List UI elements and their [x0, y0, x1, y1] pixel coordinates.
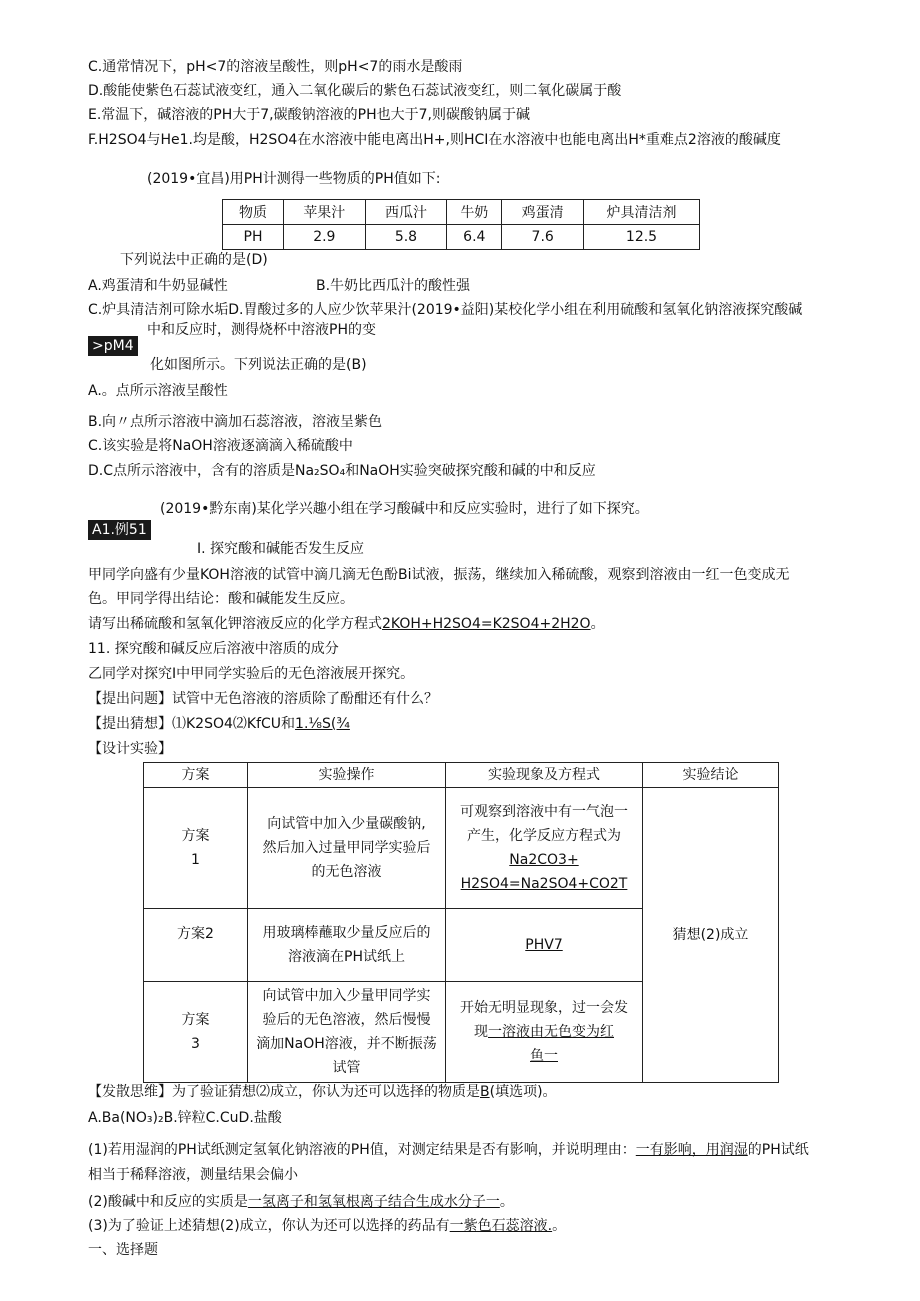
ph-table-value: 6.4	[447, 225, 502, 250]
q1-line-2: 相当于稀释溶液，测量结果会偏小	[88, 1167, 298, 1183]
yichang-option-b: B.牛奶比西瓜汁的酸性强	[316, 278, 471, 294]
ph-table-value: 5.8	[365, 225, 447, 250]
conclusion-cell: 猜想(2)成立	[643, 788, 779, 1083]
part2-title: 11. 探究酸和碱反应后溶液中溶质的成分	[88, 641, 339, 657]
ph-table-item: 鸡蛋清	[502, 200, 584, 225]
operation-line: 向试管中加入少量碳酸钠,	[267, 816, 426, 832]
yiyang-option-d: D.C点所示溶液中，含有的溶质是Na₂SO₄和NaOH实验突破探究酸和碱的中和反应	[88, 463, 596, 479]
diverge-line	[88, 1082, 557, 1102]
plan-number: 1	[191, 852, 200, 868]
part1-text-1: 甲同学向盛有少量KOH溶液的试管中滴几滴无色酚Bi试液，振荡，继续加入稀硫酸，观察到溶液由一红一色变成无	[88, 567, 790, 583]
ph-table-value: 2.9	[284, 225, 366, 250]
operation-line: 向试管中加入少量甲同学实	[262, 988, 431, 1004]
ph-table-item: 西瓜汁	[365, 200, 447, 225]
section-heading: 一、选择题	[88, 1242, 158, 1258]
phenomenon-line: 开始无明显现象，过一会发	[460, 1000, 628, 1016]
pm4-badge: >pM4	[88, 336, 138, 356]
q2-answer: 一氢离子和氢氧根离子结合生成水分子一	[247, 1194, 500, 1210]
operation-cell	[248, 909, 446, 982]
header-phenomenon: 实验现象及方程式	[446, 763, 643, 788]
plan-label: 方案	[181, 828, 210, 844]
phenomenon-cell	[446, 982, 643, 1083]
plan-number: 3	[191, 1036, 200, 1052]
plan-label: 方案	[181, 1012, 210, 1028]
phenomenon-answer: 鱼一	[530, 1048, 558, 1064]
q1-tail: 的PH试纸	[747, 1142, 809, 1158]
guess-answer: 1.⅛S(¾	[295, 716, 350, 732]
operation-cell	[248, 788, 446, 909]
q1-line	[88, 1140, 809, 1160]
equation-line	[88, 614, 605, 634]
option-e: E.常温下，碱溶液的PH大于7,碳酸钠溶液的PH也大于7,则碳酸钠属于碱	[88, 107, 530, 123]
diverge-prefix: 【发散思维】为了验证猜想⑵成立，你认为还可以选择的物质是	[88, 1084, 480, 1100]
option-c: C.通常情况下，pH<7的溶液呈酸性，则pH<7的雨水是酸雨	[88, 59, 463, 75]
equation-answer: 2KOH+H2SO4=K2SO4+2H2O	[382, 616, 591, 632]
yiyang-cont-2: 化如图所示。下列说法正确的是(B)	[150, 357, 367, 373]
phenomenon-line	[446, 1020, 642, 1044]
operation-cell	[248, 982, 446, 1083]
phenomenon-line: 可观察到溶液中有一气泡一	[460, 804, 628, 820]
phenomenon-prefix: 现	[474, 1024, 488, 1040]
plan-cell	[144, 909, 248, 982]
plan-cell	[144, 982, 248, 1083]
operation-line: 溶液滴在PH试纸上	[288, 949, 405, 965]
q3-line	[88, 1216, 566, 1236]
q1-answer: 一有影响，用润湿	[635, 1142, 748, 1158]
q2-line	[88, 1192, 514, 1212]
experiment-table	[143, 762, 779, 1083]
option-d: D.酸能使紫色石蕊试液变红，通入二氧化碳后的紫色石蕊试液变红，则二氧化碳属于酸	[88, 83, 622, 99]
phenomenon-answer: H2SO4=Na2SO4+CO2T	[460, 876, 628, 892]
guess-prefix: 【提出猜想】⑴K2SO4⑵KfCU和	[88, 716, 296, 732]
equation-suffix: 。	[590, 616, 605, 632]
q1-prefix: (1)若用湿润的PH试纸测定氢氧化钠溶液的PH值，对测定结果是否有影响，并说明理由	[88, 1142, 622, 1158]
phenomenon-answer: PHV7	[525, 937, 563, 953]
ph-table	[222, 199, 700, 250]
example-badge: A1.例51	[88, 520, 151, 540]
ph-table-value: 7.6	[502, 225, 584, 250]
ask-question: 【提出问题】试管中无色溶液的溶质除了酚酣还有什么？	[88, 691, 438, 707]
ph-table-item: 牛奶	[447, 200, 502, 225]
part1-title: I. 探究酸和碱能否发生反应	[197, 541, 365, 557]
plan-cell	[144, 788, 248, 909]
ph-table-item: 炉具清洁剂	[584, 200, 700, 225]
part1-text-2: 色。甲同学得出结论：酸和碱能发生反应。	[88, 591, 354, 607]
operation-line: 的无色溶液	[311, 864, 382, 880]
phenomenon-answer: Na2CO3+	[509, 852, 579, 868]
design-heading: 【设计实验】	[88, 741, 172, 757]
qdn-intro: (2019•黔东南)某化学兴趣小组在学习酸碱中和反应实验时，进行了如下探究。	[160, 501, 649, 517]
phenomenon-cell	[446, 909, 643, 982]
ph-table-label: PH	[223, 225, 284, 250]
part2-text: 乙同学对探究I中甲同学实验后的无色溶液展开探究。	[88, 666, 415, 682]
phenomenon-answer: 一溶液由无色变为红	[488, 1024, 614, 1040]
header-conclusion: 实验结论	[643, 763, 779, 788]
yichang-option-a: A.鸡蛋清和牛奶显碱性	[88, 278, 228, 294]
option-f: F.H2SO4与He1.均是酸，H2SO4在水溶液中能电离出H+,则HCI在水溶液中也能电离出H*重难点2溶液的酸碱度	[88, 132, 781, 148]
experiment-table-header	[144, 763, 779, 788]
q2-prefix: (2)酸碱中和反应的实质是	[88, 1194, 248, 1210]
q2-suffix: 。	[499, 1194, 514, 1210]
q3-answer: 一紫色石蕊溶液.	[449, 1218, 553, 1234]
ph-table-row-substance	[223, 200, 700, 225]
diverge-options: A.Ba(NO₃)₂B.锌粒C.CuD.盐酸	[88, 1110, 282, 1126]
yichang-option-cd: C.炉具清洁剂可除水垢D.胃酸过多的人应少饮苹果汁(2019•益阳)某校化学小组在利用硫酸和氢氧化钠溶液探究酸碱	[88, 302, 803, 318]
header-operation: 实验操作	[248, 763, 446, 788]
operation-line: 用玻璃棒蘸取少量反应后的	[262, 925, 431, 941]
phenomenon-line: 产生，化学反应方程式为	[467, 828, 621, 844]
plan-label: 方案2	[177, 926, 214, 942]
q3-prefix: (3)为了验证上述猜想(2)成立，你认为还可以选择的药品有	[88, 1218, 450, 1234]
equation-prefix: 请写出稀硫酸和氢氧化钾溶液反应的化学方程式	[88, 616, 382, 632]
diverge-suffix: (填选项)。	[489, 1084, 557, 1100]
operation-line: 验后的无色溶液，然后慢慢	[262, 1012, 431, 1028]
ph-table-label: 物质	[223, 200, 284, 225]
yichang-question: 下列说法中正确的是(D)	[120, 252, 268, 268]
yichang-intro: (2019•宜昌)用PH计测得一些物质的PH值如下:	[147, 171, 441, 187]
operation-line: 试管	[332, 1060, 361, 1076]
diverge-answer: B	[480, 1084, 490, 1100]
yiyang-option-c: C.该实验是将NaOH溶液逐滴滴入稀硫酸中	[88, 438, 353, 454]
operation-line: 滴加NaOH溶液，并不断振荡	[256, 1036, 437, 1052]
phenomenon-cell	[446, 788, 643, 909]
guess-line	[88, 714, 350, 734]
ph-table-value: 12.5	[584, 225, 700, 250]
ph-table-item: 苹果汁	[284, 200, 366, 225]
operation-line: 然后加入过量甲同学实验后	[262, 840, 431, 856]
header-plan: 方案	[144, 763, 248, 788]
table-row	[144, 788, 779, 909]
yiyang-option-a: A.。点所示溶液呈酸性	[88, 383, 228, 399]
q3-suffix: 。	[552, 1218, 567, 1234]
ph-table-row-ph	[223, 225, 700, 250]
yiyang-option-b: B.向〃点所示溶液中滴加石蕊溶液，溶液呈紫色	[88, 414, 383, 430]
q1-colon: ：	[621, 1142, 636, 1158]
yiyang-cont-1: 中和反应时，测得烧杯中溶液PH的变	[147, 322, 376, 338]
